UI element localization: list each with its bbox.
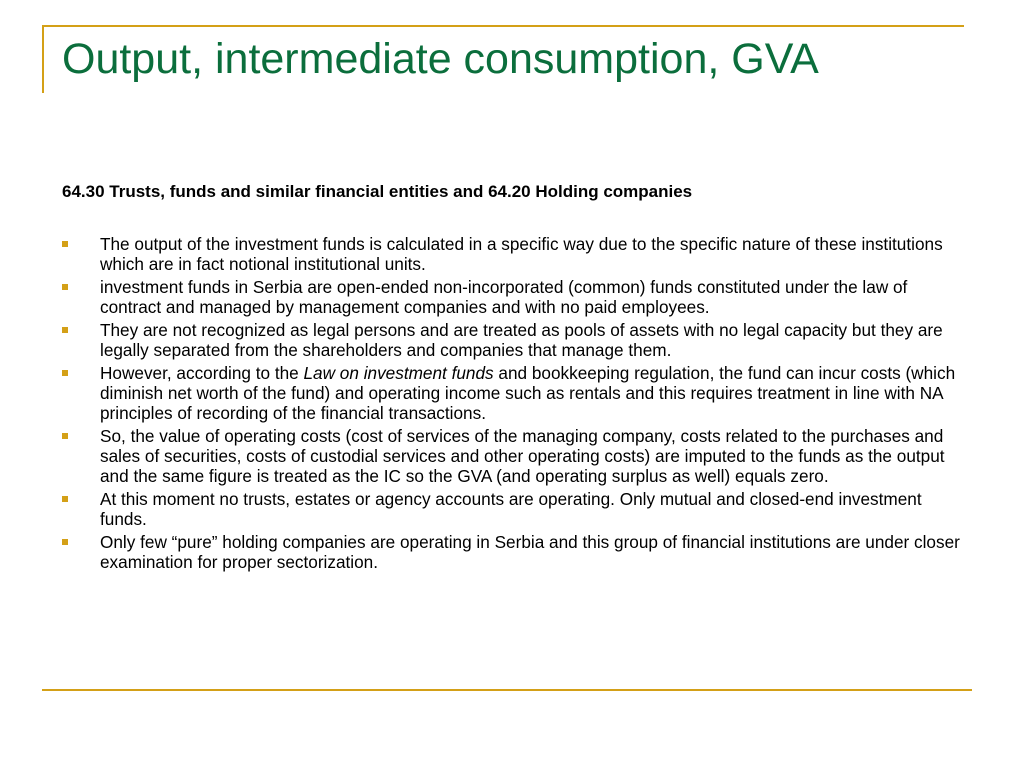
bullet-item bbox=[62, 532, 962, 572]
bullet-text: investment funds in Serbia are open-ended non-incorporated (common) funds constituted under the law of contract and managed by management companies and with no paid employees. bbox=[100, 277, 908, 317]
slide-subtitle: 64.30 Trusts, funds and similar financial entities and 64.20 Holding companies bbox=[62, 182, 693, 201]
bullet-item bbox=[62, 277, 962, 317]
square-bullet-icon bbox=[62, 433, 68, 439]
title-frame-top-line bbox=[42, 25, 964, 27]
square-bullet-icon bbox=[62, 284, 68, 290]
law-title-italic: Law on investment funds bbox=[303, 363, 494, 383]
slide-title: Output, intermediate consumption, GVA bbox=[62, 35, 819, 83]
square-bullet-icon bbox=[62, 496, 68, 502]
square-bullet-icon bbox=[62, 241, 68, 247]
bullet-text: At this moment no trusts, estates or agency accounts are operating. Only mutual and closed-end investment funds. bbox=[100, 489, 922, 529]
bullet-text: They are not recognized as legal persons and are treated as pools of assets with no legal capacity but they are legally separated from the shareholders and companies that manage them. bbox=[100, 320, 943, 360]
bullet-text: Only few “pure” holding companies are operating in Serbia and this group of financial institutions are under closer examination for proper sectorization. bbox=[100, 532, 960, 572]
bullet-item bbox=[62, 320, 962, 360]
square-bullet-icon bbox=[62, 370, 68, 376]
square-bullet-icon bbox=[62, 327, 68, 333]
bullet-item bbox=[62, 426, 962, 486]
bullet-text-before: However, according to the bbox=[100, 363, 304, 383]
title-frame-left-line bbox=[42, 25, 44, 93]
square-bullet-icon bbox=[62, 539, 68, 545]
bullet-item bbox=[62, 489, 962, 529]
bottom-divider bbox=[42, 689, 972, 691]
bullet-text: So, the value of operating costs (cost of services of the managing company, costs related to the purchases and sales of securities, costs of custodial services and other operating costs) are imputed to the funds as the output and the same figure is treated as the IC so the GVA (and operating surplus as well) equals zero. bbox=[100, 426, 945, 486]
bullet-text: The output of the investment funds is calculated in a specific way due to the specific nature of these institutions which are in fact notional institutional units. bbox=[100, 234, 943, 274]
bullet-text-after: and bookkeeping regulation, the fund can incur costs (which diminish net worth of the fund) and operating income such as rentals and this requires treatment in line with NA principles of recording of the financial transactions. bbox=[100, 363, 956, 423]
bullet-item bbox=[62, 363, 962, 423]
bullet-list bbox=[62, 234, 962, 575]
bullet-item bbox=[62, 234, 962, 274]
